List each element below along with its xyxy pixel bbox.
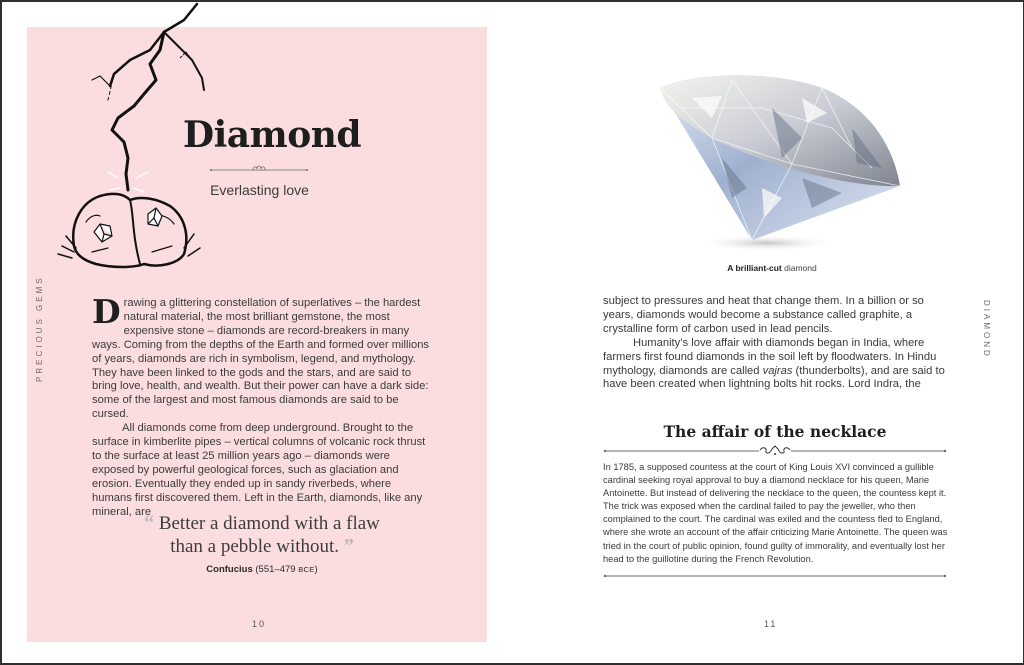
body-paragraph: Humanity’s love affair with diamonds began in India, where farmers first found diamonds in the soil left by floodwaters. In Hindu mythology, diamonds are called vajras (thunderbolts), and are said to have been created when lightning bolts hit rocks. Lord Indra, the	[603, 336, 945, 391]
quote-author: Confucius	[206, 564, 253, 575]
body-paragraph: All diamonds come from deep underground. Brought to the surface in kimberlite pipes – vertical columns of volcanic rock thrust to the surface at least 25 million years ago – diamonds were exposed by powerful geological forces, such as glaciation and erosion. Eventually they ended up in sandy riverbeds, where humans first discovered them. Left in the Earth, diamonds, like any mineral, are	[92, 422, 426, 518]
right-body-column	[603, 295, 948, 392]
feature-box-text: In 1785, a supposed countess at the court of King Louis XVI convinced a gullible cardinal seeking royal approval to buy a diamond necklace for his queen, Marie Antoinette. But instead of delivering the necklace to the queen, the countess kept it. The trick was exposed when the cardinal failed to pay the jeweller, who then complained to the court. The cardinal was exiled and the countess fled to England, where she wrote an account of the affair criticizing Marie Antoinette. The queen was tried in the court of public opinion, found guilty of immorality, and eventually lost her head to the guillotine during the French Revolution.	[603, 462, 948, 564]
image-caption: A brilliant-cut diamond	[727, 263, 817, 273]
title-divider-ornament-icon	[209, 163, 309, 175]
page-number-left: 10	[252, 619, 267, 629]
feature-box-title: The affair of the necklace	[663, 422, 887, 441]
page-number-right: 11	[764, 619, 778, 629]
intro-paragraph: Drawing a glittering constellation of superlatives – the hardest natural material, the most brilliant gemstone, the most expensive stone – diamonds are record-breakers in many ways. Coming from the depths of the Earth and formed over millions of years, diamonds are rich in symbolism, legend, and mythology. They have been linked to the gods and the stars, and are said to bring love, health, and wealth. But their power can have a dark side: some of the largest and most famous diamonds are said to be cursed.	[92, 292, 430, 421]
feature-bottom-rule-icon	[602, 572, 948, 580]
quote-text: Better a diamond with a flaw than a pebble without.	[158, 513, 380, 557]
body-paragraph: subject to pressures and heat that change them. In a billion or so years, diamonds would become a substance called graphite, a crystalline form of carbon used in lead pencils.	[603, 295, 924, 335]
running-head-left: PRECIOUS GEMS	[35, 275, 44, 382]
page-title: Diamond	[182, 114, 362, 156]
pull-quote	[142, 512, 382, 558]
feature-divider-ornament-icon	[602, 444, 948, 458]
quote-attribution: Confucius (551–479 BCE)	[206, 564, 318, 575]
brilliant-cut-diamond-image	[652, 68, 907, 253]
left-body-column	[92, 292, 434, 520]
drop-cap: D	[92, 292, 121, 331]
page-subtitle: Everlasting love	[210, 182, 309, 198]
close-quote-mark-icon: ”	[343, 535, 354, 557]
open-quote-mark-icon: “	[144, 512, 155, 534]
running-head-right: DIAMOND	[982, 300, 991, 359]
